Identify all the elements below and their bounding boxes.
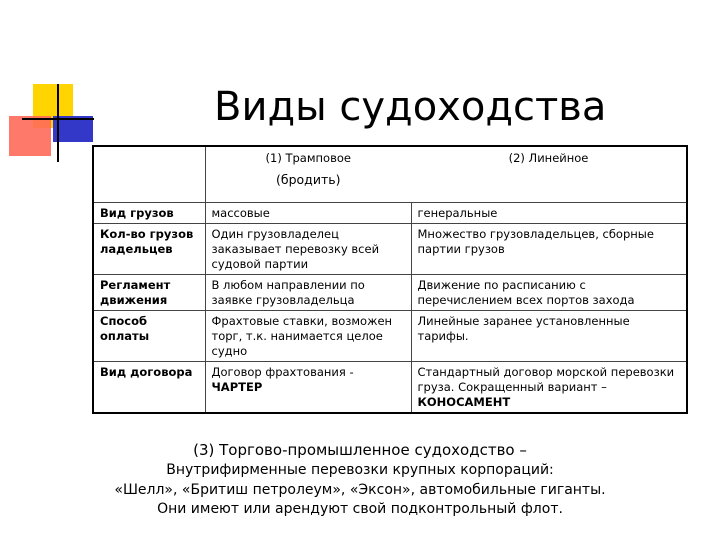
footer-heading (0, 441, 720, 459)
row-liner: Движение по расписанию с перечислением всех портов захода (411, 275, 687, 311)
decor-horizontal-line (22, 118, 94, 120)
footer-line2: Внутрифирменные перевозки крупных корпораций: (166, 462, 554, 478)
header-empty-cell (93, 146, 205, 203)
row-liner-bold: КОНОСАМЕНТ (417, 395, 511, 409)
table-row (93, 203, 687, 224)
table-row (93, 224, 687, 275)
row-liner: Линейные заранее установленные тарифы. (411, 311, 687, 362)
decor-red-square (9, 116, 51, 156)
footer-line4: Они имеют или арендуют свой подконтрольный флот. (157, 501, 563, 517)
header-liner (411, 146, 687, 203)
header-tramp-label: (1) Трамповое (265, 151, 351, 165)
row-tramp: массовые (205, 203, 411, 224)
row-label: Вид грузов (93, 203, 205, 224)
row-liner: генеральные (411, 203, 687, 224)
slide-title: Виды судоходства (214, 84, 607, 130)
header-liner-label: (2) Линейное (508, 151, 589, 165)
row-liner (411, 362, 687, 414)
row-label: Вид договора (93, 362, 205, 414)
decor-vertical-line (57, 84, 59, 162)
footer-line3: «Шелл», «Бритиш петролеум», «Эксон», автомобильные гиганты. (114, 482, 606, 498)
row-tramp: В любом направлении по заявке грузовладельца (205, 275, 411, 311)
row-tramp-text: Договор фрахтования - (211, 365, 354, 379)
header-tramp (205, 146, 411, 203)
footer-line1: (3) Торгово-промышленное судоходство – (193, 441, 527, 459)
row-tramp (205, 362, 411, 414)
row-label: Кол-во грузовладельцев (93, 224, 205, 275)
row-liner-text: Стандартный договор морской перевозки груза. Сокращенный вариант – (417, 365, 675, 394)
row-label: Регламент движения (93, 275, 205, 311)
table-row (93, 362, 687, 414)
row-tramp-bold: ЧАРТЕР (211, 380, 263, 394)
table-row (93, 311, 687, 362)
comparison-table (92, 145, 688, 414)
row-liner: Множество грузовладельцев, сборные партии грузов (411, 224, 687, 275)
row-tramp: Один грузовладелец заказывает перевозку всей судовой партии (205, 224, 411, 275)
header-tramp-sub: (бродить) (276, 172, 341, 187)
table-header-row (93, 146, 687, 203)
table-row (93, 275, 687, 311)
row-tramp: Фрахтовые ставки, возможен торг, т.к. нанимается целое судно (205, 311, 411, 362)
row-label: Способ оплаты (93, 311, 205, 362)
